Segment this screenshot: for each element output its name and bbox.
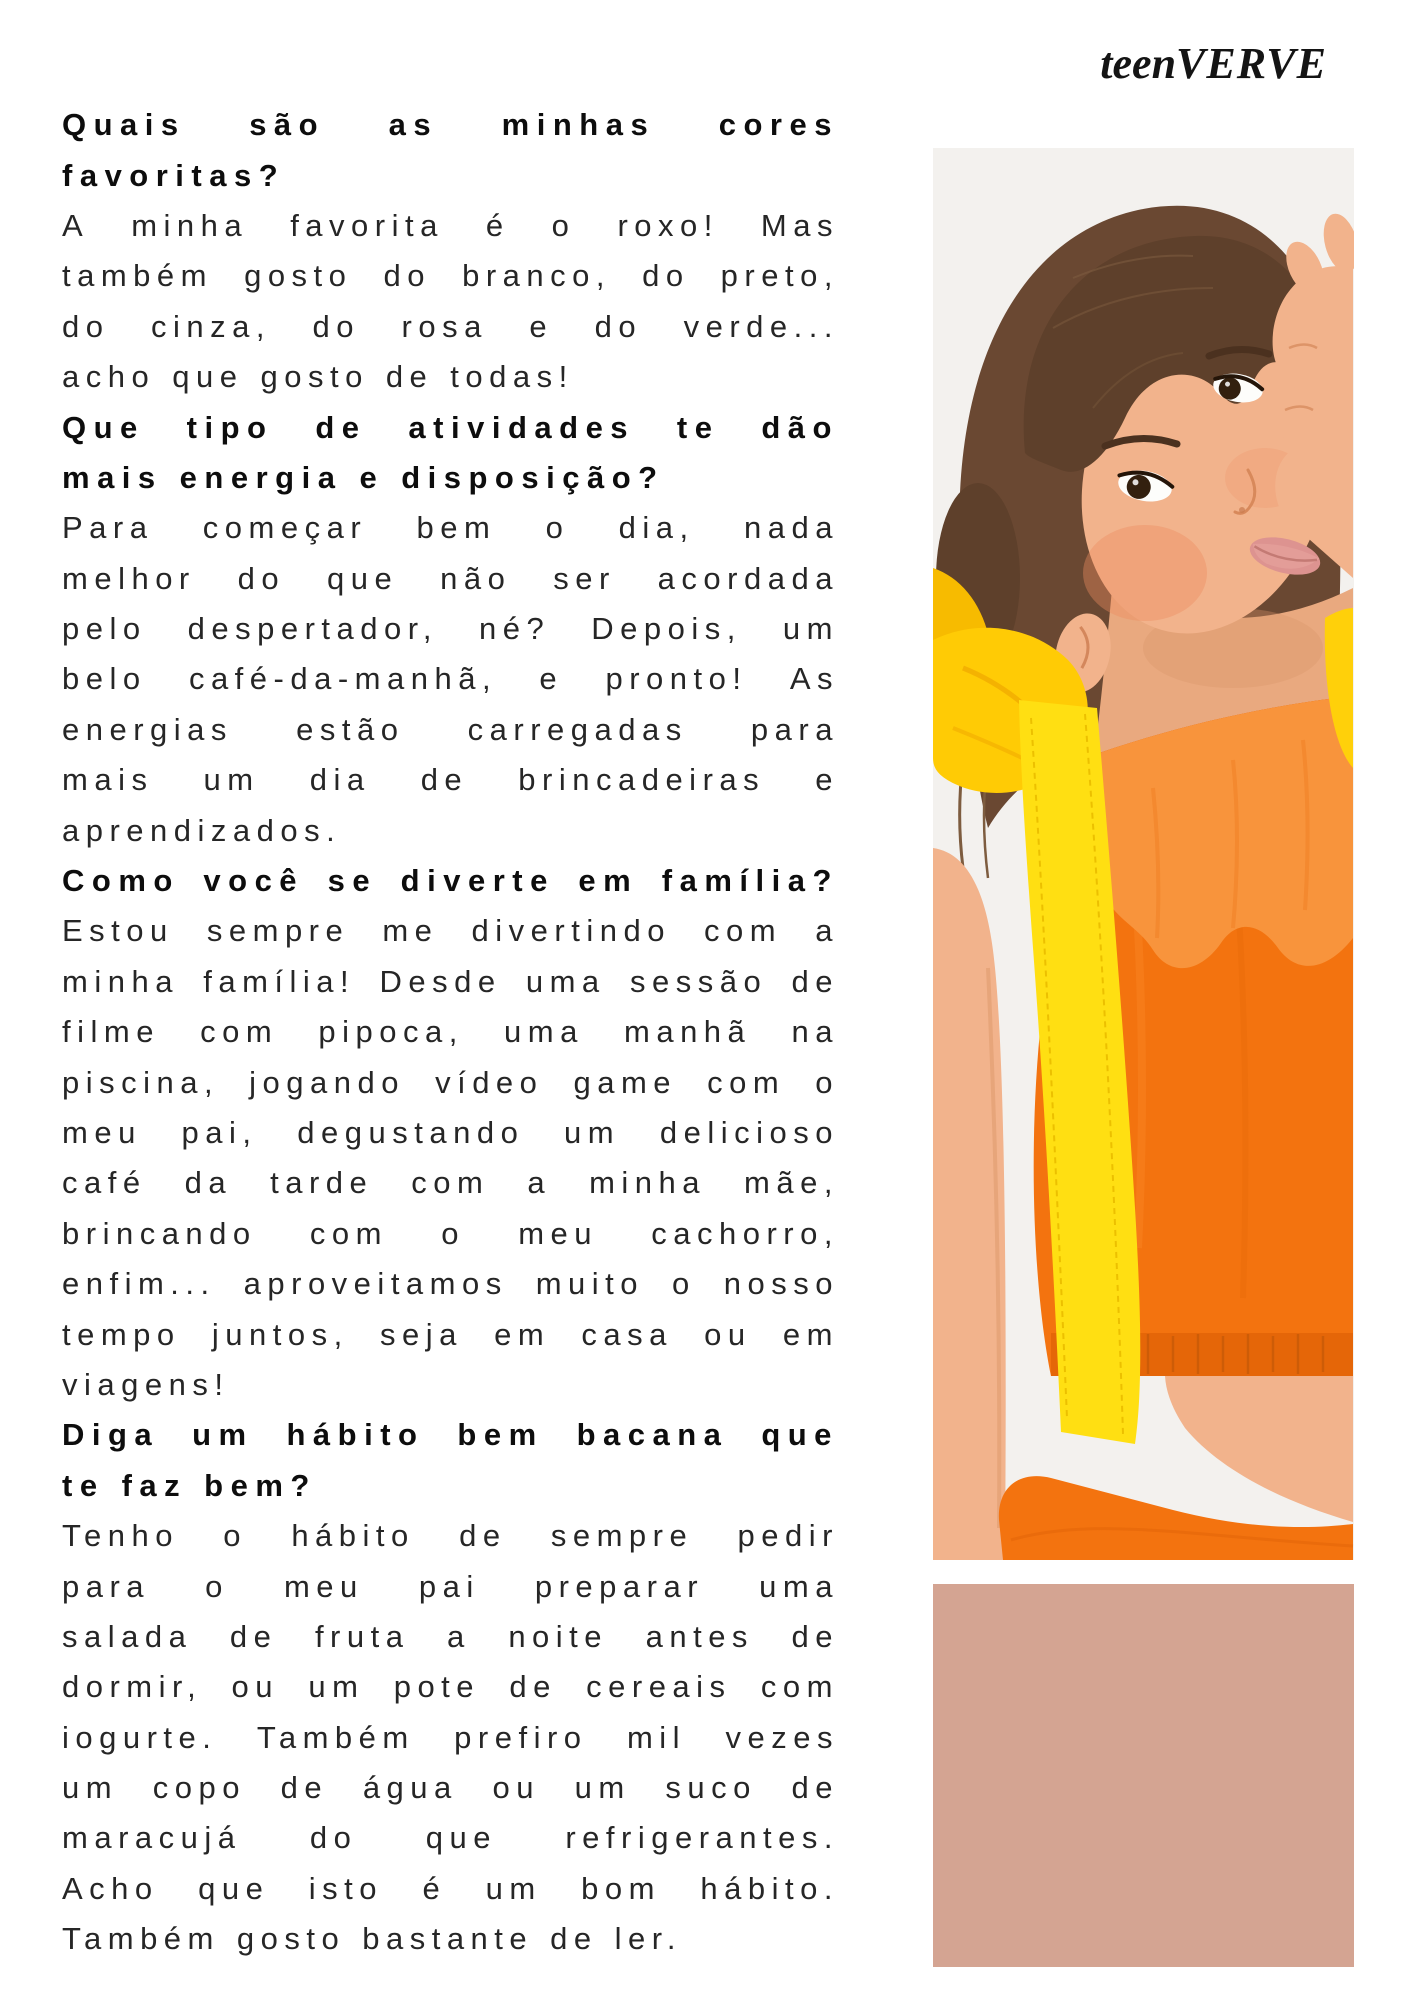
question-line: te faz bem? [62,1467,317,1503]
logo-verve-text: VERVE [1176,39,1327,88]
answer-line: pelo despertador, né? Depois, um [62,611,839,647]
tan-color-block [933,1584,1354,1967]
answer-line: A minha favorita é o roxo! Mas [62,207,839,243]
answer-line: Tenho o hábito de sempre pedir [62,1518,839,1554]
logo-teen-text: teen [1100,39,1177,88]
girl-portrait-illustration [933,148,1354,1560]
answer-line: também gosto do branco, do preto, [62,258,839,294]
answer-line: tempo juntos, seja em casa ou em [62,1316,839,1352]
question-line: Como você se diverte em família? [62,863,839,899]
answer-line: dormir, ou um pote de cereais com [62,1669,839,1705]
answer-line: iogurte. Também prefiro mil vezes [62,1719,839,1755]
answer-line: para o meu pai preparar uma [62,1568,839,1604]
answer-line: café da tarde com a minha mãe, [62,1165,839,1201]
answer-line: acho que gosto de todas! [62,359,574,395]
question-line: Quais são as minhas cores [62,107,839,143]
answer-line: um copo de água ou um suco de [62,1770,839,1806]
answer-line: Acho que isto é um bom hábito. [62,1870,839,1906]
answer-line: brincando com o meu cachorro, [62,1215,839,1251]
answer-line: energias estão carregadas para [62,711,839,747]
answer-line: belo café-da-manhã, e pronto! As [62,661,839,697]
answer-line: Para começar bem o dia, nada [62,510,839,546]
answer-line: viagens! [62,1366,230,1402]
answer-line: filme com pipoca, uma manhã na [62,1014,839,1050]
question-line: Diga um hábito bem bacana que [62,1417,839,1453]
question-line: favoritas? [62,157,286,193]
answer-line: melhor do que não ser acordada [62,560,839,596]
answer-line: salada de fruta a noite antes de [62,1618,839,1654]
magazine-logo [1100,39,1327,88]
answer-line: maracujá do que refrigerantes. [62,1820,839,1856]
question-line: mais energia e disposição? [62,459,665,495]
answer-line: enfim... aproveitamos muito o nosso [62,1266,839,1302]
girl-portrait-photo [933,148,1354,1560]
answer-line: piscina, jogando vídeo game com o [62,1064,839,1100]
question-line: Que tipo de atividades te dão [62,409,839,445]
answer-line: aprendizados. [62,812,342,848]
answer-line: mais um dia de brincadeiras e [62,762,839,798]
answer-line: minha família! Desde uma sessão de [62,963,839,999]
answer-line: Estou sempre me divertindo com a [62,913,839,949]
cheek-blush [1083,525,1207,621]
interview-text-column [62,100,839,1964]
answer-line: do cinza, do rosa e do verde... [62,308,839,344]
answer-line: meu pai, degustando um delicioso [62,1115,839,1150]
answer-line: Também gosto bastante de ler. [62,1921,682,1957]
